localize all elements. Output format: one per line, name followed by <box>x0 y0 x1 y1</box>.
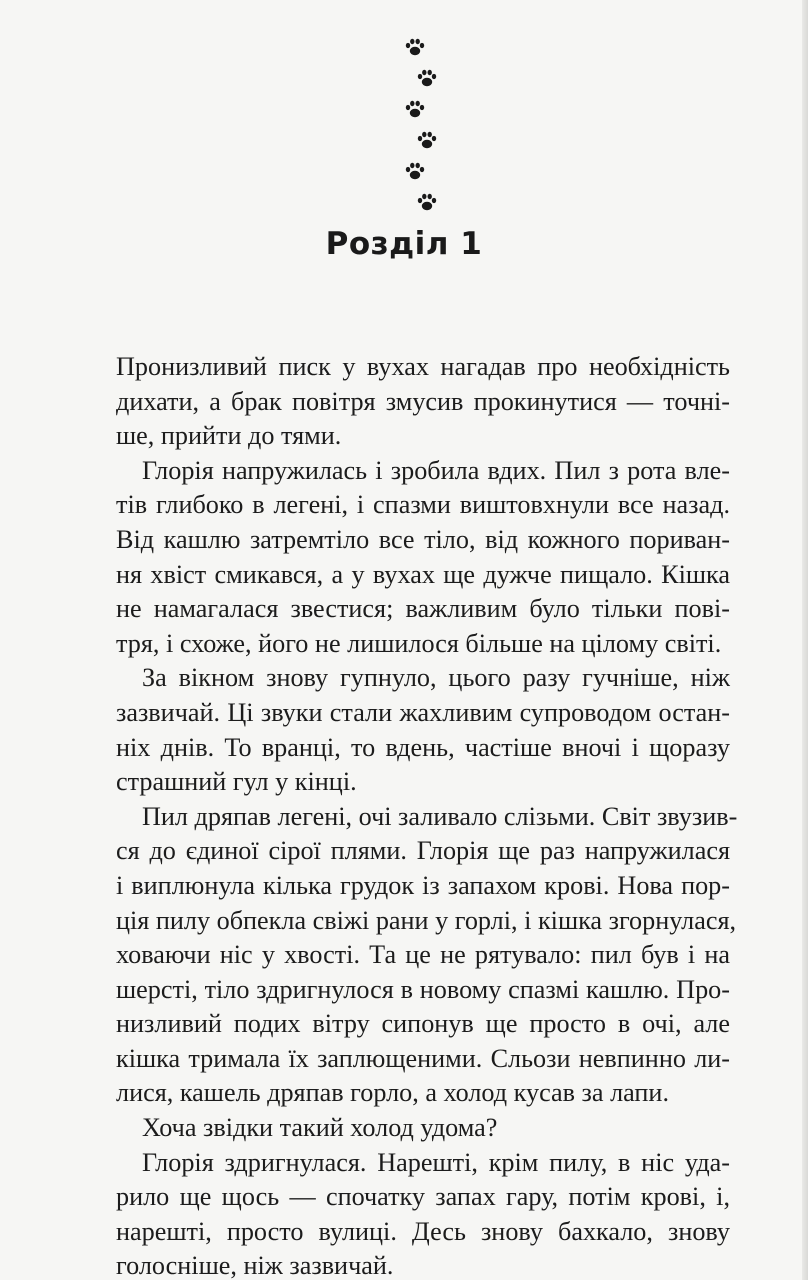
text-line: і виплюнула кілька грудок із запахом крові. Нова пор- <box>116 870 730 900</box>
text-line: дихати, а брак повітря змусив прокинутися — точні- <box>116 386 730 416</box>
paragraph <box>116 1146 730 1280</box>
paragraph <box>116 350 730 454</box>
text-line: Хоча звідки такий холод удома? <box>142 1113 498 1143</box>
text-line: За вікном знову гупнуло, цього разу гучніше, ніж <box>142 663 730 693</box>
paragraph <box>116 661 730 799</box>
text-line: низливий подих вітру сипонув ще просто в очі, але <box>116 1009 730 1039</box>
text-line: ся до єдиної сірої плями. Глорія ще раз напружилася <box>116 836 730 866</box>
text-line: голосніше, ніж зазвичай. <box>116 1251 394 1280</box>
paw-print-icon <box>404 98 426 120</box>
chapter-title: Розділ 1 <box>325 226 483 262</box>
text-line: нарешті, просто вулиці. Десь знову бахкало, знову <box>116 1216 730 1246</box>
text-line: зазвичай. Ці звуки стали жахливим супроводом остан- <box>116 697 730 727</box>
paw-print-icon <box>416 67 438 89</box>
text-line: ховаючи ніс у хвості. Та це не рятувало: пил був і на <box>116 940 730 970</box>
page-edge <box>802 0 808 1280</box>
paw-print-icon <box>404 160 426 182</box>
text-line: Пил дряпав легені, очі заливало слізьми. Світ звузив- <box>142 801 738 831</box>
text-line: ше, прийти до тями. <box>116 421 342 451</box>
text-line: Від кашлю затремтіло все тіло, від кожного пориван- <box>116 524 730 554</box>
paw-print-ornament <box>404 36 436 222</box>
text-line: лися, кашель дряпав горло, а холод кусав за лапи. <box>116 1078 669 1108</box>
text-line: страшний гул у кінці. <box>116 767 357 797</box>
text-line: шерсті, тіло здригнулося в новому спазмі кашлю. Про- <box>116 974 730 1004</box>
text-line: ня хвіст смикався, а у вухах ще дужче пищало. Кішка <box>116 559 730 589</box>
text-line: тів глибоко в легені, і спазми виштовхнули все назад. <box>116 490 730 520</box>
text-line: ніх днів. То вранці, то вдень, частіше вночі і щоразу <box>116 732 730 762</box>
text-line: Глорія здригнулася. Нарешті, крім пилу, в ніс уда- <box>142 1147 730 1177</box>
paw-print-icon <box>416 129 438 151</box>
text-line: тря, і схоже, його не лишилося більше на цілому світі. <box>116 628 722 658</box>
chapter-text <box>116 350 738 1280</box>
text-line: рило ще щось — спочатку запах гару, потім крові, і, <box>116 1182 730 1212</box>
paragraph <box>116 1111 730 1146</box>
text-line: Глорія напружилась і зробила вдих. Пил з рота вле- <box>142 455 730 485</box>
text-line: Пронизливий писк у вухах нагадав про необхідність <box>116 352 730 381</box>
paw-print-icon <box>404 36 426 58</box>
text-line: не намагалася звестися; важливим було тільки пові- <box>116 594 730 624</box>
paw-print-icon <box>416 191 438 213</box>
text-line: ція пилу обпекла свіжі рани у горлі, і кішка згорнулася, <box>116 905 737 935</box>
paragraph <box>116 800 738 1111</box>
paragraph <box>116 454 730 662</box>
text-line: кішка тримала їх заплющеними. Сльози невпинно ли- <box>116 1043 730 1073</box>
